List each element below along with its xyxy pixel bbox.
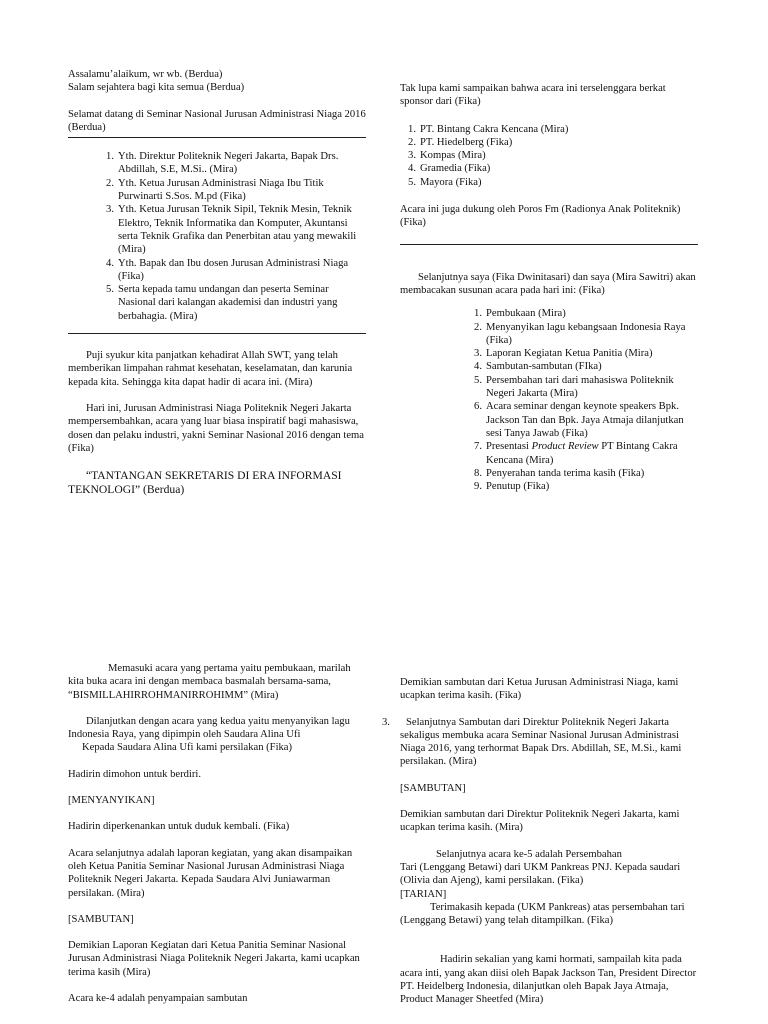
acara4-line: Acara ke-4 adalah penyampaian sambutan	[68, 993, 248, 1005]
agenda-list	[474, 307, 698, 493]
theme-paragraph: “TANTANGAN SEKRETARIS DI ERA INFORMASI TEKNOLOGI” (Berdua)	[68, 469, 342, 497]
list-item: 1. Pembukaan (Mira)	[474, 308, 566, 320]
list-item: 2. PT. Hiedelberg (Fika)	[408, 136, 513, 148]
hari-ini-paragraph: Hari ini, Jurusan Administrasi Niaga Politeknik Negeri Jakarta mempersembahkan, acara yang luar biasa inspiratif bagi mahasiswa, dosen dan pelaku industri, yakni Seminar Nasional 2016 dengan tema (Fika)	[68, 402, 364, 454]
puji-paragraph: Puji syukur kita panjatkan kehadirat Allah SWT, yang telah memberikan limpahan rahmat kesehatan, keselamatan, dan karunia kepada kita. Sehingga kita dapat hadir di acara ini. (Mira)	[68, 350, 353, 388]
greeting-line-2: Salam sejahtera bagi kita semua (Berdua)	[68, 82, 245, 94]
poros-paragraph: Acara ini juga dukung oleh Poros Fm (Radionya Anak Politeknik) (Fika)	[400, 204, 681, 229]
list-item: 9. Penutup (Fika)	[474, 481, 550, 493]
list-item: 2. Menyanyikan lagu kebangsaan Indonesia Raya (Fika)	[474, 321, 686, 346]
list-item: 1. PT. Bintang Cakra Kencana (Mira)	[408, 123, 569, 135]
agenda-intro: Selanjutnya saya (Fika Dwinitasari) dan saya (Mira Sawitri) akan membacakan susunan acara pada hari ini: (Fika)	[400, 271, 696, 296]
page1-right-column	[400, 82, 698, 493]
berdiri-line: Hadirin dimohon untuk berdiri.	[68, 768, 201, 780]
item-number: 3.	[382, 716, 390, 728]
list-item: 4. Gramedia (Fika)	[408, 163, 491, 175]
sambutan-direktur-item	[382, 716, 698, 769]
menyanyikan-tag: [MENYANYIKAN]	[68, 795, 155, 807]
sambutan-direktur-paragraph: Selanjutnya Sambutan dari Direktur Politeknik Negeri Jakarta sekaligus membuka acara Seminar Nasional Jurusan Administrasi Niaga 2016, yang terhormat Bapak Drs. Abdillah, SE, M.Si., kami persilakan. (Mira)	[400, 716, 682, 768]
greeting-line-1: Assalamu’alaikum, wr wb. (Berdua)	[68, 69, 223, 80]
list-item: 4. Yth. Bapak dan Ibu dosen Jurusan Administrasi Niaga (Fika)	[106, 257, 349, 282]
list-item: 2. Yth. Ketua Jurusan Administrasi Niaga Ibu Titik Purwinarti S.Sos. M.pd (Fika)	[106, 177, 324, 203]
page1-left-column	[68, 68, 366, 497]
lagu-paragraph-2: Kepada Saudara Alina Ufi kami persilakan (Fika)	[82, 742, 293, 754]
duduk-line: Hadirin diperkenankan untuk duduk kembali. (Fika)	[68, 821, 290, 833]
acara5-line: Selanjutnya acara ke-5 adalah Persembahan	[436, 848, 622, 860]
list-item: 5. Mayora (Fika)	[408, 176, 482, 188]
list-item: 5. Serta kepada tamu undangan dan peserta Seminar Nasional dari kalangan akademisi dan industri yang berbahagia. (Mira)	[106, 284, 338, 322]
sponsor-intro: Tak lupa kami sampaikan bahwa acara ini terselenggara berkat sponsor dari (Fika)	[400, 83, 666, 108]
terimakasih-paragraph: Terimakasih kepada (UKM Pankreas) atas persembahan tari (Lenggang Betawi) yang telah ditampilkan. (Fika)	[400, 901, 685, 927]
welcome-list	[106, 150, 366, 323]
tarian-tag: [TARIAN]	[400, 888, 447, 900]
divider	[68, 137, 366, 138]
laporan-paragraph: Acara selanjutnya adalah laporan kegiatan, yang akan disampaikan oleh Ketua Panitia Seminar Nasional Jurusan Administrasi Niaga Politeknik Negeri Jakarta. Kepada Saudara Alvi Juniawarman persilakan. (Mira)	[68, 847, 353, 899]
lagu-paragraph: Dilanjutkan dengan acara yang kedua yaitu menyanyikan lagu Indonesia Raya, yang dipimpin oleh Saudara Alina Ufi	[68, 715, 350, 741]
list-item: 1. Yth. Direktur Politeknik Negeri Jakarta, Bapak Drs. Abdillah, S.E, M.Si.. (Mira)	[106, 151, 339, 176]
acara5-paragraph: Tari (Lenggang Betawi) dari UKM Pankreas PNJ. Kepada saudari (Olivia dan Ajeng), kami persilakan. (Fika)	[400, 861, 681, 887]
list-item: 4. Sambutan-sambutan (FIka)	[474, 361, 602, 373]
demikian-kajur-paragraph: Demikian sambutan dari Ketua Jurusan Administrasi Niaga, kami ucapkan terima kasih. (Fika)	[400, 677, 679, 702]
sambutan-tag: [SAMBUTAN]	[68, 913, 134, 925]
list-item: 3. Yth. Ketua Jurusan Teknik Sipil, Teknik Mesin, Teknik Elektro, Teknik Informatika dan Komputer, Akuntansi serta Teknik Grafika dan Penerbitan atau yang mewakili (Mira)	[106, 204, 357, 256]
page2-left-column	[68, 662, 366, 1005]
list-item: 3. Kompas (Mira)	[408, 150, 486, 162]
list-item: 3. Laporan Kegiatan Ketua Panitia (Mira)	[474, 348, 653, 360]
page2-right-column	[382, 676, 698, 1007]
divider	[68, 333, 366, 334]
pembukaan-paragraph: Memasuki acara yang pertama yaitu pembukaan, marilah kita buka acara ini dengan membaca basmalah bersama-sama, “BISMILLAHIRROHMANIRROHIMM” (Mira)	[68, 663, 351, 701]
list-item: 8. Penyerahan tanda terima kasih (Fika)	[474, 467, 645, 479]
divider	[400, 244, 698, 245]
list-item: 6. Acara seminar dengan keynote speakers Bpk. Jackson Tan dan Bpk. Jaya Atmaja dilanjutkan sesi Tanya Jawab (Fika)	[474, 401, 684, 439]
list-item: 5. Persembahan tari dari mahasiswa Politeknik Negeri Jakarta (Mira)	[474, 374, 674, 400]
sambutan-tag: [SAMBUTAN]	[400, 782, 466, 794]
acara-inti-paragraph: Hadirin sekalian yang kami hormati, sampailah kita pada acara inti, yang akan diisi oleh Bapak Jackson Tan, President Director PT. Heidelberg Indonesia, dilanjutkan oleh Bapak Jaya Atmaja, Product Manager Sheetfed (Mira)	[400, 954, 697, 1006]
demikian-laporan-paragraph: Demikian Laporan Kegiatan dari Ketua Panitia Seminar Nasional Jurusan Administrasi Niaga Politeknik Negeri Jakarta, kami ucapkan terima kasih (Mira)	[68, 940, 360, 978]
welcome-paragraph: Selamat datang di Seminar Nasional Jurusan Administrasi Niaga 2016 (Berdua)	[68, 108, 366, 133]
list-item: 7. Presentasi Product Review PT Bintang Cakra Kencana (Mira)	[474, 441, 678, 466]
demikian-direktur-paragraph: Demikian sambutan dari Direktur Politeknik Negeri Jakarta, kami ucapkan terima kasih. (Mira)	[400, 809, 680, 834]
sponsor-list	[408, 123, 698, 189]
